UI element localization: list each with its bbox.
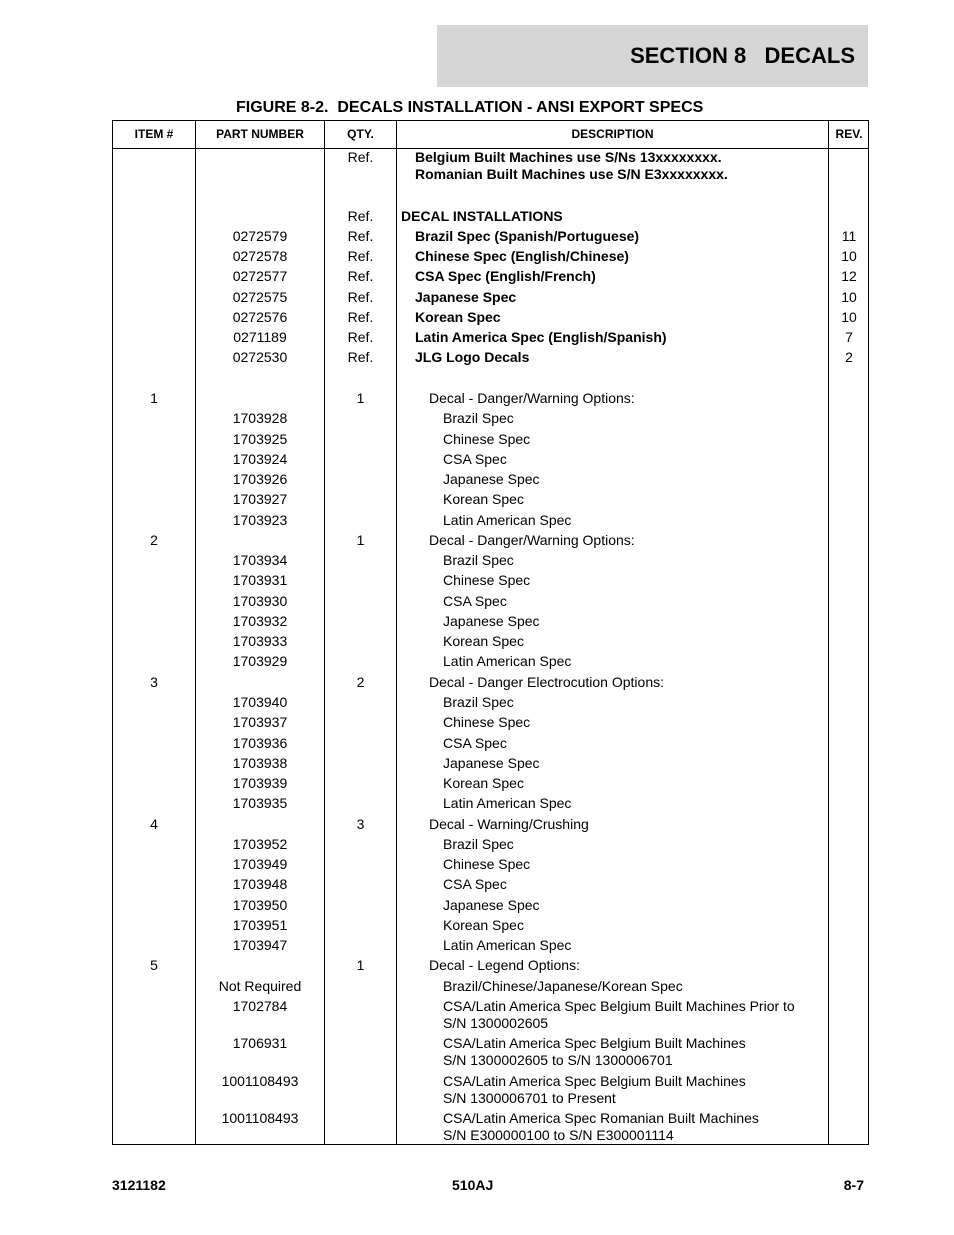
description-continued: S/N 1300002605 [443,1015,549,1031]
description-continued: S/N 1300006701 to Present [443,1090,616,1106]
description: Belgium Built Machines use S/Ns 13xxxxxxxx. [415,149,722,165]
description: CSA Spec [443,735,507,751]
section-header [437,25,868,87]
part-number: 1703933 [232,633,288,649]
description: Brazil Spec (Spanish/Portuguese) [415,228,640,244]
description: Chinese Spec [443,572,531,588]
part-number: 1001108493 [221,1110,299,1126]
quantity: Ref. [347,289,374,305]
quantity: 1 [356,532,365,548]
description: Chinese Spec [443,714,531,730]
description: Brazil Spec [443,552,514,568]
section-title: SECTION 8 DECALS [630,43,855,68]
footer-model: 510AJ [452,1177,494,1193]
description: DECAL INSTALLATIONS [401,208,563,224]
description: Decal - Danger Electrocution Options: [429,674,664,690]
part-number: 0272579 [232,228,288,244]
description: Korean Spec [443,775,524,791]
item-number: 5 [150,957,158,973]
quantity: Ref. [347,149,374,165]
quantity: 2 [356,674,365,690]
part-number: 0272577 [232,268,288,284]
description: Japanese Spec [443,471,540,487]
description: Brazil Spec [443,410,514,426]
description: CSA Spec (English/French) [415,268,596,284]
description: Chinese Spec [443,431,531,447]
part-number: 0272576 [232,309,288,325]
revision: 11 [841,228,857,244]
part-number: 1702784 [232,998,288,1014]
part-number: 1706931 [232,1035,288,1051]
part-number: 1703949 [232,856,288,872]
part-number: 1001108493 [221,1073,299,1089]
header-rev: REV. [835,127,863,141]
part-number: 1703947 [232,937,288,953]
description: Korean Spec [443,633,524,649]
part-number: 1703932 [232,613,288,629]
description: CSA/Latin America Spec Belgium Built Machines Prior to [443,998,795,1014]
revision: 10 [841,309,857,325]
description-continued: S/N E300000100 to S/N E300001114 [443,1127,674,1143]
description: CSA/Latin America Spec Belgium Built Machines [443,1073,746,1089]
revision: 2 [845,349,853,365]
item-number: 2 [150,532,158,548]
description: Japanese Spec [443,755,540,771]
part-number: 1703938 [232,755,288,771]
part-number: 1703930 [232,593,288,609]
part-number: 1703923 [232,512,288,528]
description-continued: Romanian Built Machines use S/N E3xxxxxxxx. [415,166,728,182]
header-item: ITEM # [134,127,174,141]
figure-title: FIGURE 8-2. DECALS INSTALLATION - ANSI EXPORT SPECS [236,99,704,116]
part-number: 1703924 [232,451,288,467]
header-description: DESCRIPTION [571,127,654,141]
description: Korean Spec [443,917,524,933]
description: CSA Spec [443,451,507,467]
description: Chinese Spec [443,856,531,872]
quantity: Ref. [347,248,374,264]
part-number: 1703929 [232,653,288,669]
quantity: Ref. [347,329,374,345]
part-number: 1703934 [232,552,288,568]
header-part-number: PART NUMBER [216,127,304,141]
part-number: 1703935 [232,795,288,811]
description: Korean Spec [415,309,501,325]
item-number: 3 [150,674,158,690]
footer-doc-number: 3121182 [112,1177,166,1193]
part-number: 0272578 [232,248,288,264]
description: Latin America Spec (English/Spanish) [415,329,667,345]
description: CSA/Latin America Spec Belgium Built Machines [443,1035,746,1051]
part-number: 1703926 [232,471,288,487]
quantity: 3 [356,816,365,832]
quantity: Ref. [347,208,374,224]
revision: 12 [841,268,857,284]
description: Latin American Spec [443,512,572,528]
quantity: 1 [356,390,365,406]
quantity: 1 [356,957,365,973]
part-number: 1703937 [232,714,288,730]
part-number: 1703925 [232,431,288,447]
quantity: Ref. [347,228,374,244]
item-number: 1 [150,390,158,406]
parts-table [112,120,869,1145]
quantity: Ref. [347,349,374,365]
description: Latin American Spec [443,795,572,811]
description: Decal - Warning/Crushing [429,816,589,832]
description: CSA Spec [443,593,507,609]
quantity: Ref. [347,268,374,284]
description: Latin American Spec [443,653,572,669]
revision: 10 [841,289,857,305]
part-number: Not Required [218,978,302,994]
description: CSA/Latin America Spec Romanian Built Machines [443,1110,759,1126]
description: Brazil Spec [443,836,514,852]
description-continued: S/N 1300002605 to S/N 1300006701 [443,1052,673,1068]
description: Decal - Danger/Warning Options: [429,532,635,548]
description: Brazil Spec [443,694,514,710]
description: Decal - Legend Options: [429,957,580,973]
description: Latin American Spec [443,937,572,953]
part-number: 1703939 [232,775,288,791]
description: JLG Logo Decals [415,349,530,365]
part-number: 1703931 [232,572,288,588]
part-number: 1703936 [232,735,288,751]
part-number: 1703928 [232,410,288,426]
description: Brazil/Chinese/Japanese/Korean Spec [443,978,683,994]
description: Decal - Danger/Warning Options: [429,390,635,406]
header-qty: QTY. [347,127,374,141]
part-number: 1703952 [232,836,288,852]
column-divider [396,121,397,1144]
part-number: 0272575 [232,289,288,305]
description: Chinese Spec (English/Chinese) [415,248,629,264]
quantity: Ref. [347,309,374,325]
part-number: 1703948 [232,876,288,892]
part-number: 1703940 [232,694,288,710]
part-number: 1703951 [232,917,288,933]
description: Japanese Spec [443,897,540,913]
item-number: 4 [150,816,158,832]
description: CSA Spec [443,876,507,892]
description: Japanese Spec [415,289,517,305]
revision: 7 [845,329,853,345]
part-number: 0271189 [233,329,287,345]
description: Japanese Spec [443,613,540,629]
part-number: 0272530 [232,349,288,365]
part-number: 1703950 [232,897,288,913]
part-number: 1703927 [232,491,288,507]
footer-page-number: 8-7 [843,1177,864,1193]
revision: 10 [841,248,857,264]
description: Korean Spec [443,491,524,507]
